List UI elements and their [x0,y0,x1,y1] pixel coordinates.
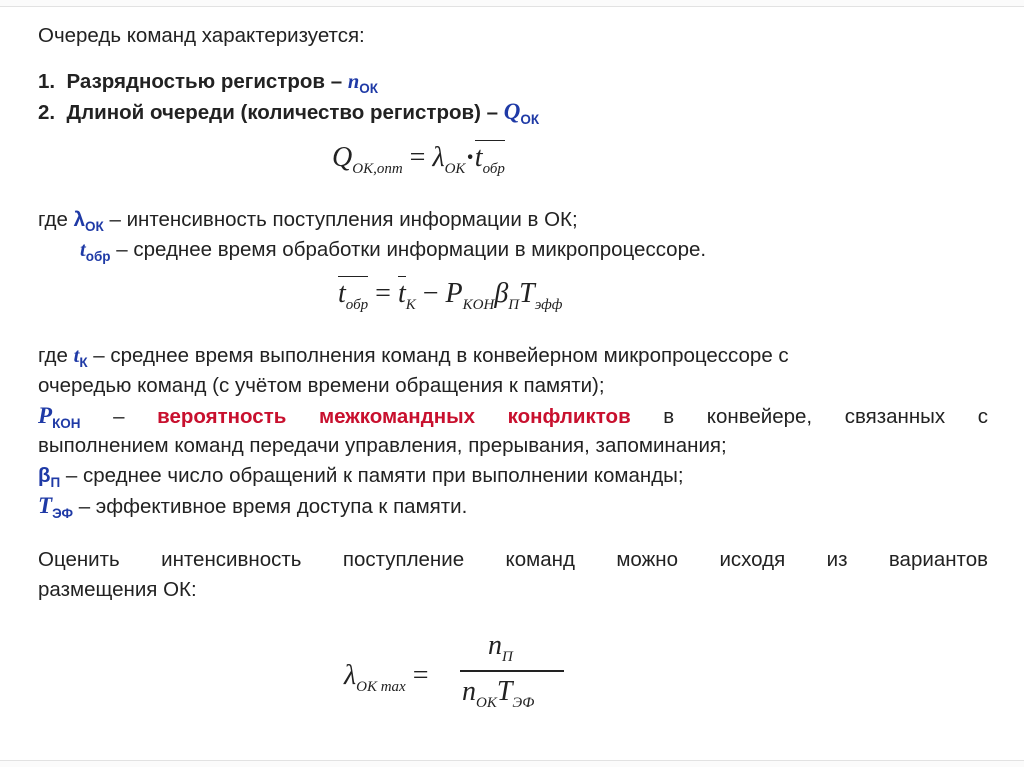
formula-processing-time [338,278,562,314]
f3-eq: = [412,660,429,691]
where-p-highlight: вероятность межкомандных конфликтов [157,405,631,428]
list-item-2 [38,98,539,134]
f3-den-n-sub: OK [476,695,497,711]
f3-den-T-sub: ЭФ [512,695,535,711]
f1-dot: · [465,142,475,173]
f2-beta: β [494,278,509,309]
f3-den-n: n [462,676,476,707]
where-tobr-line [80,236,706,271]
f2-beta-sub: П [508,297,520,313]
f1-lhs: Q [332,142,353,173]
f2-T: T [519,278,535,309]
where-beta-subscript: П [50,475,61,490]
where-tk-line2: очередью команд (с учётом времени обращения к памяти); [38,374,605,397]
formula-max-intensity-fraction-bar [460,670,564,672]
where-lambda-subscript: ОК [85,219,104,234]
formula-max-intensity-numerator [488,630,513,666]
f3-den-T: T [496,676,513,707]
where-lambda-prefix: где [38,208,74,231]
f2-t: t [338,278,346,309]
where-tk-subscript: К [79,355,88,370]
where-tk-symbol: t [73,345,80,367]
where-T-line [38,492,467,528]
f2-t-sub: обр [345,297,369,313]
f2-minus: − [422,278,439,309]
f1-lambda-sub: OK [444,161,466,177]
f3-lambda: λ [344,660,357,691]
f2-p-sub: KOH [462,297,495,313]
where-tk-text1: – среднее время выполнения команд в конвейерном микропроцессоре с [87,344,789,367]
list-item-1-symbol: n [347,71,360,93]
where-beta-symbol: β [38,464,51,487]
conclusion-line2: размещения ОК: [38,578,197,601]
heading: Очередь команд характеризуется: [38,24,365,47]
where-T-text: – эффективное время доступа к памяти. [73,495,468,518]
where-T-symbol: T [38,493,53,518]
where-beta-text: – среднее число обращений к памяти при выполнении команды; [60,464,684,487]
where-lambda-text: – интенсивность поступления информации в ОК; [103,208,578,231]
f3-lambda-sub: OK max [356,679,406,695]
where-tobr-text: – среднее время обработки информации в микропроцессоре. [110,238,707,261]
f2-tk-sub: K [405,297,416,313]
where-p-symbol: P [38,403,53,428]
slide-bottom-edge [0,760,1024,767]
f1-t: t [474,142,483,173]
f2-tk: t [397,278,406,309]
conclusion-line1: Оценить интенсивность поступление команд можно исходя из вариантов [38,548,988,571]
where-tk-prefix: где [38,344,74,367]
f3-num: n [488,630,502,661]
where-p-text1: в конвейере, связанных с [630,405,988,428]
f2-eq: = [375,278,391,309]
f1-lambda: λ [432,142,445,173]
where-p-dash: – [80,405,158,428]
f3-num-sub: П [502,649,513,665]
f1-eq: = [409,142,426,173]
formula-queue-length [332,142,505,178]
list-item-2-number: 2. [38,101,56,124]
where-tobr-subscript: обр [85,249,111,264]
list-item-2-text: Длиной очереди (количество регистров) – [66,101,504,124]
formula-max-intensity-denominator [462,676,534,712]
where-tobr-symbol: t [80,239,86,261]
f1-t-sub: обр [482,161,505,177]
where-lambda-symbol: λ [73,208,86,231]
where-p-subscript: КОН [52,416,81,431]
list-item-1-subscript: ОК [359,81,378,96]
f2-p: P [445,278,463,309]
list-item-2-subscript: ОК [520,112,540,127]
f2-T-sub: эфф [534,297,563,313]
list-item-2-symbol: Q [503,99,521,124]
formula-max-intensity-lhs [344,660,429,696]
where-T-subscript: ЭФ [52,506,74,521]
list-item-1-text: Разрядностью регистров – [66,70,348,93]
list-item-1-number: 1. [38,70,56,93]
where-p-line2: выполнением команд передачи управления, прерывания, запоминания; [38,434,727,457]
slide-top-edge [0,0,1024,7]
f1-lhs-sub: OK,onm [352,161,403,177]
